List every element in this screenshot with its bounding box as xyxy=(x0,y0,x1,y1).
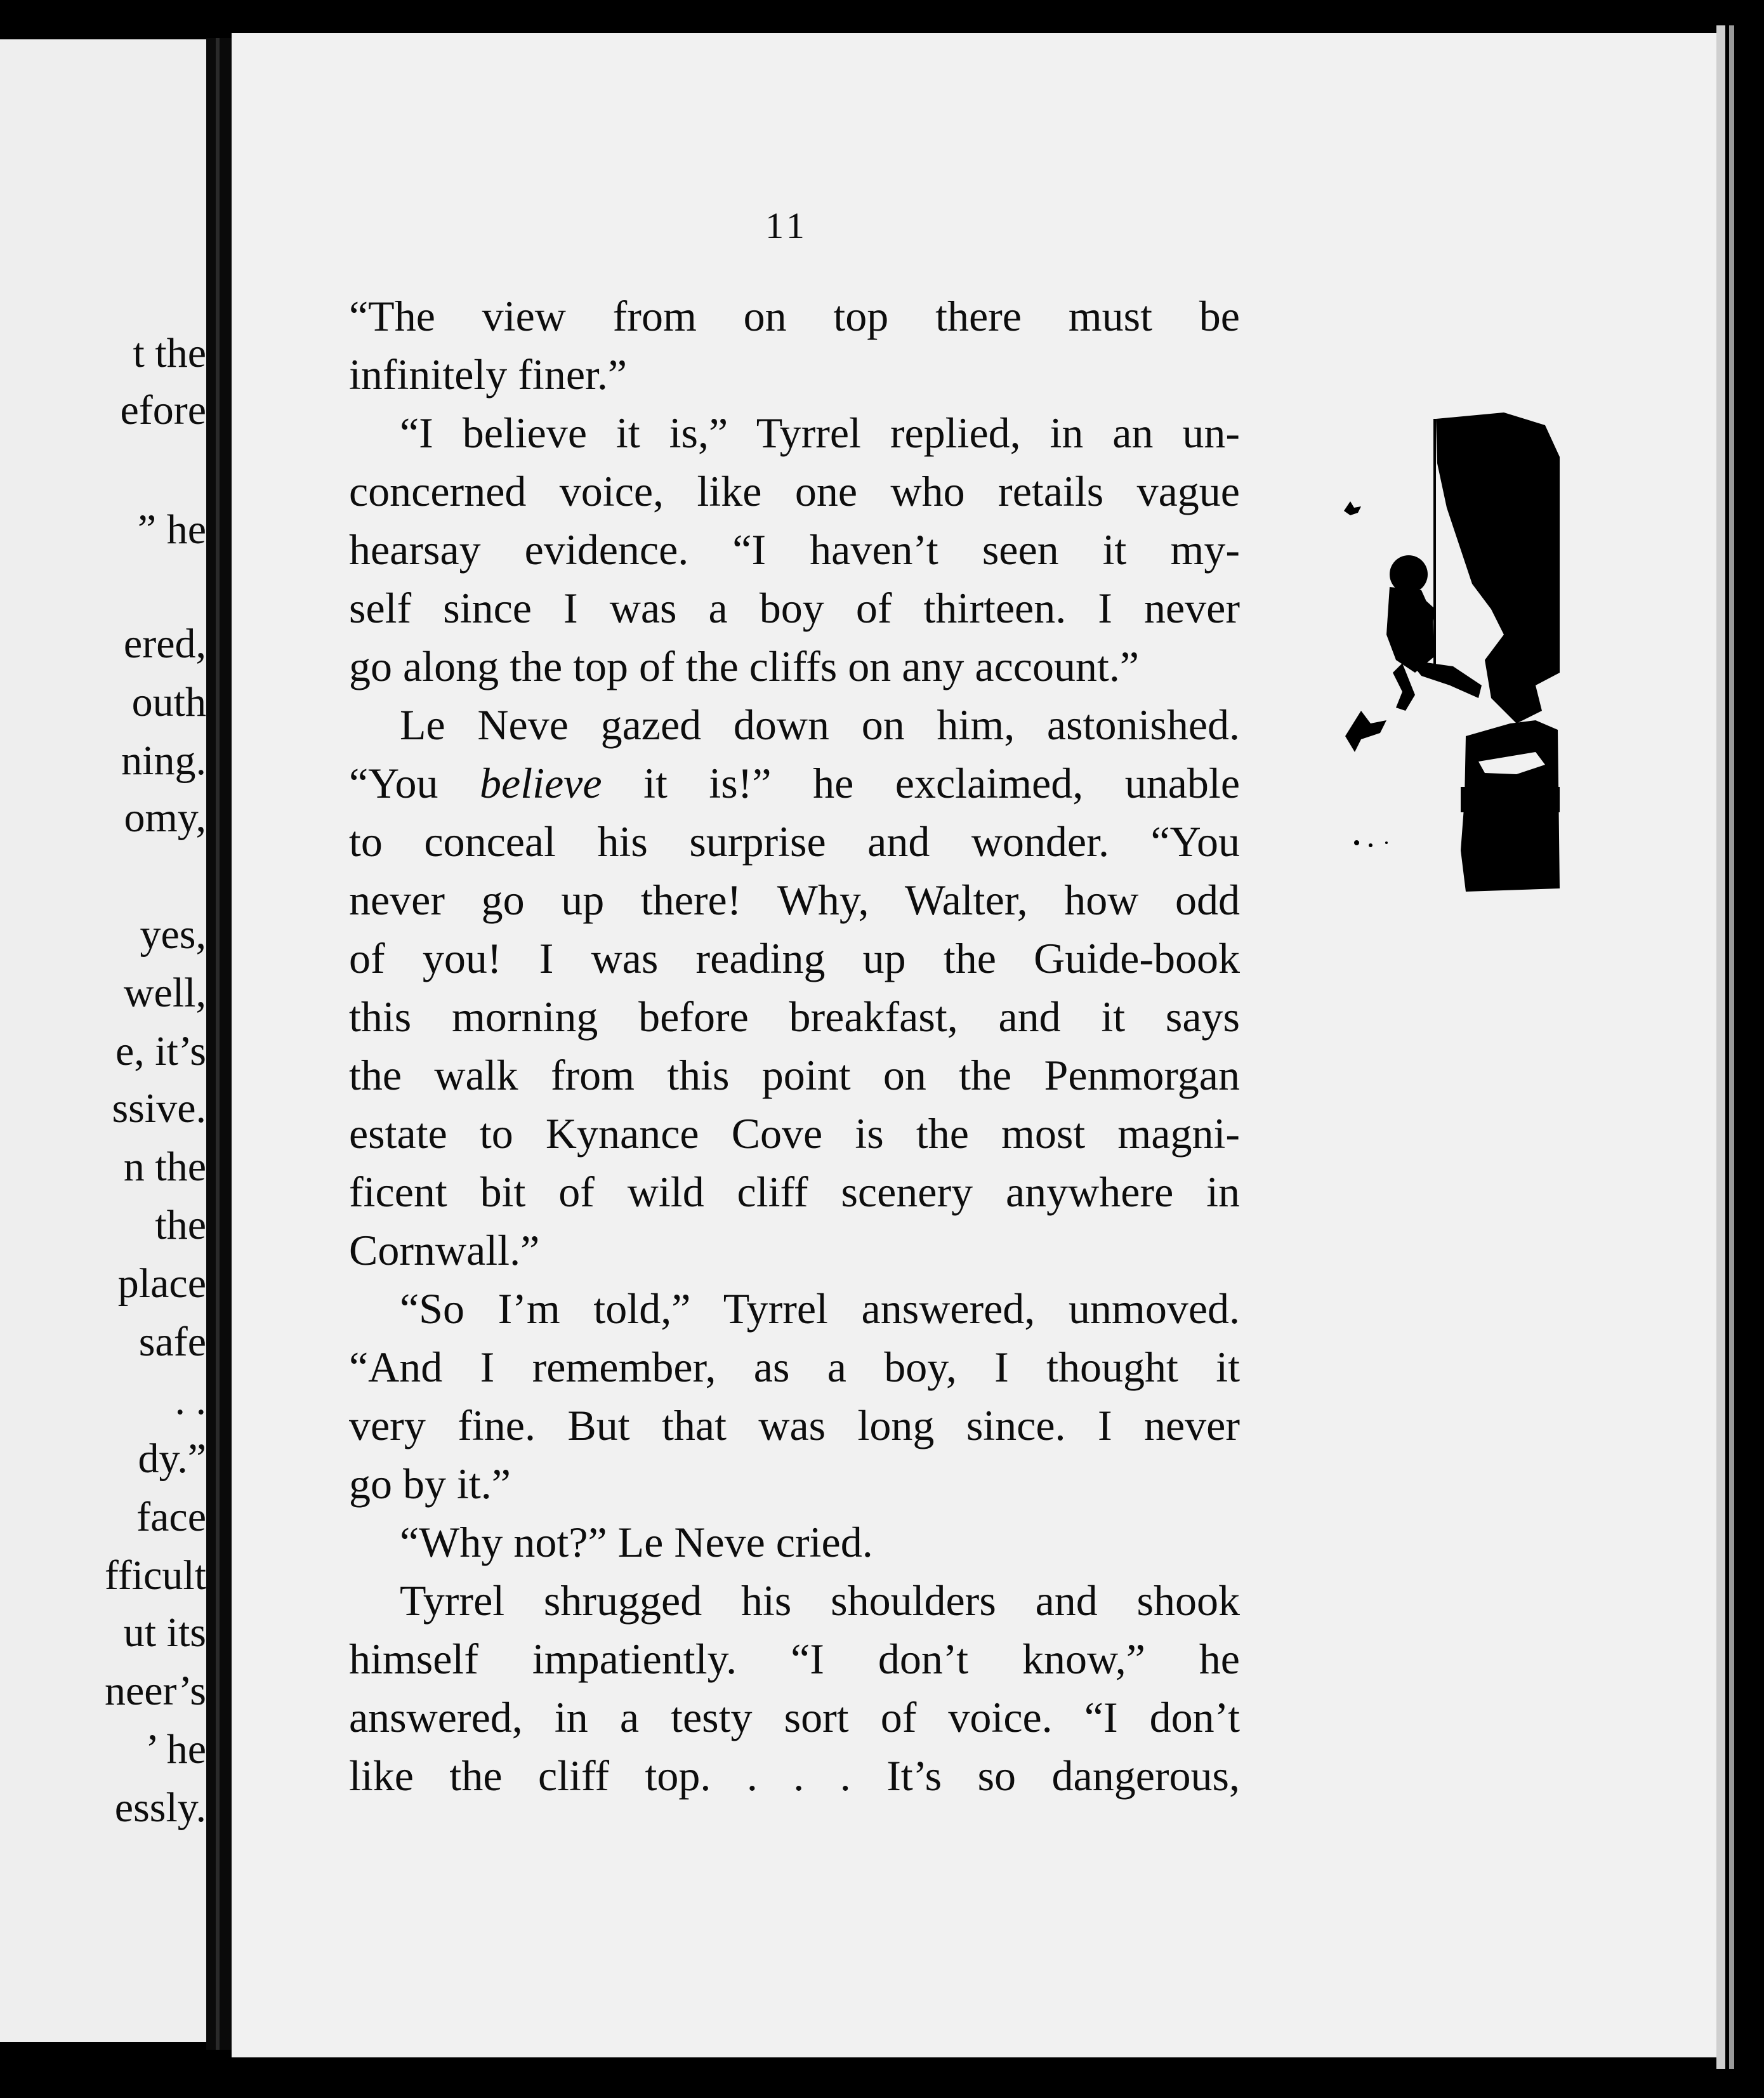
text-line: like the cliff top. . . . It’s so dangerous, xyxy=(349,1752,1240,1800)
text-line: infinitely finer.” xyxy=(349,350,628,399)
left-page-edge xyxy=(0,39,206,2042)
body-text xyxy=(349,287,1240,1805)
text-line: self since I was a boy of thirteen. I never xyxy=(349,584,1240,632)
text-line: very fine. But that was long since. I never xyxy=(349,1401,1240,1449)
left-fragment: e, it’s xyxy=(115,1028,206,1074)
text-line: the walk from this point on the Penmorgan xyxy=(349,1051,1240,1099)
italic-word: believe xyxy=(480,759,602,807)
left-fragment: outh xyxy=(131,679,206,725)
text-line: of you! I was reading up the Guide-book xyxy=(349,934,1240,982)
book-gutter-shadow xyxy=(216,38,220,2050)
left-fragment: omy, xyxy=(124,795,206,841)
text-line: Cornwall.” xyxy=(349,1226,540,1274)
page-edge xyxy=(1716,25,1725,2069)
cliff-climber-illustration xyxy=(1326,406,1561,901)
left-fragment: essly. xyxy=(114,1785,206,1831)
left-fragment: well, xyxy=(123,970,206,1016)
text-run: it is!” he exclaimed, unable xyxy=(602,759,1240,807)
text-line: never go up there! Why, Walter, how odd xyxy=(349,876,1240,924)
left-fragment: yes, xyxy=(140,911,206,958)
text-line: “Why not?” Le Neve cried. xyxy=(400,1518,873,1566)
text-line: “I believe it is,” Tyrrel replied, in an un- xyxy=(400,409,1240,457)
text-line: “And I remember, as a boy, I thought it xyxy=(349,1343,1240,1391)
left-fragment: place xyxy=(117,1260,206,1307)
left-fragment: safe xyxy=(138,1319,206,1365)
left-fragment: the xyxy=(155,1202,206,1248)
text-line: estate to Kynance Cove is the most magni- xyxy=(349,1109,1240,1158)
text-run: “You xyxy=(349,759,480,807)
page-number: 11 xyxy=(765,205,808,246)
left-fragment: ered, xyxy=(123,621,206,667)
text-line: answered, in a testy sort of voice. “I don’t xyxy=(349,1693,1240,1741)
left-fragment: ” he xyxy=(137,506,206,553)
left-fragment: n the xyxy=(123,1144,206,1190)
text-line: go by it.” xyxy=(349,1460,511,1508)
left-fragment: ut its xyxy=(123,1609,206,1656)
text-line: Le Neve gazed down on him, astonished. xyxy=(400,701,1240,749)
left-fragment: t the xyxy=(133,330,206,376)
text-line: hearsay evidence. “I haven’t seen it my- xyxy=(349,525,1240,574)
left-fragment: fficult xyxy=(104,1552,206,1599)
text-line: to conceal his surprise and wonder. “You xyxy=(349,817,1240,866)
text-line: concerned voice, like one who retails vague xyxy=(349,467,1240,515)
left-fragment: efore xyxy=(120,387,206,433)
left-fragment: ssive. xyxy=(112,1085,206,1131)
text-line: this morning before breakfast, and it says xyxy=(349,993,1240,1041)
text-line: Tyrrel shrugged his shoulders and shook xyxy=(400,1576,1240,1625)
text-line: go along the top of the cliffs on any account.” xyxy=(349,642,1140,690)
text-line: ficent bit of wild cliff scenery anywhere in xyxy=(349,1168,1240,1216)
left-fragment: ’ he xyxy=(145,1726,206,1772)
left-fragment: face xyxy=(136,1494,206,1540)
left-fragment: dy.” xyxy=(138,1435,206,1482)
left-fragment: . . xyxy=(174,1377,206,1423)
text-line-with-italic xyxy=(349,754,1240,812)
page-edge-shadow xyxy=(1729,25,1734,2069)
left-fragment: neer’s xyxy=(104,1668,206,1714)
left-fragment: ning. xyxy=(121,737,206,784)
text-line: “The view from on top there must be xyxy=(349,292,1240,340)
text-line: himself impatiently. “I don’t know,” he xyxy=(349,1635,1240,1683)
text-line: “So I’m told,” Tyrrel answered, unmoved. xyxy=(400,1284,1240,1333)
